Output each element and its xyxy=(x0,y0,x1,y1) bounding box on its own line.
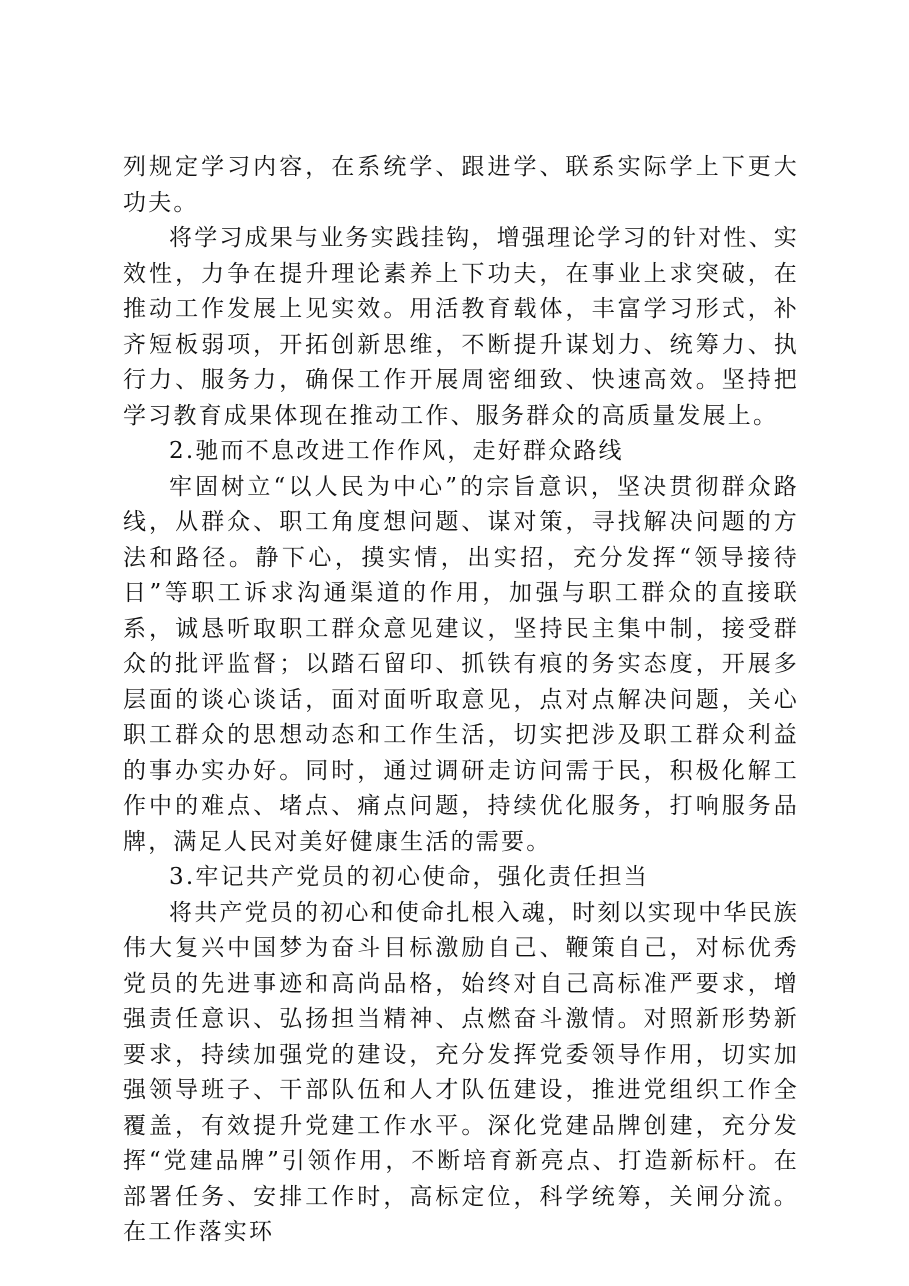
paragraph-learning-results: 将学习成果与业务实践挂钩，增强理论学习的针对性、实效性，力争在提升理论素养上下功夫，在事业上求突破，在推动工作发展上见实效。用活教育载体，丰富学习形式，补齐短板弱项，开拓创新思维，不断提升谋划力、统筹力、执行力、服务力，确保工作开展周密细致、快速高效。坚持把学习教育成果体现在推动工作、服务群众的高质量发展上。 xyxy=(123,225,799,429)
document-body xyxy=(123,150,799,1251)
paragraph-mass-line: 牢固树立“以人民为中心”的宗旨意识，坚决贯彻群众路线，从群众、职工角度想问题、谋对策，寻找解决问题的方法和路径。静下心，摸实情，出实招，充分发挥“领导接待日”等职工诉求沟通渠道的作用，加强与职工群众的直接联系，诚恳听取职工群众意见建议，坚持民主集中制，接受群众的批评监督；以踏石留印、抓铁有痕的务实态度，开展多层面的谈心谈话，面对面听取意见，点对点解决问题，关心职工群众的思想动态和工作生活，切实把涉及职工群众利益的事办实办好。同时，通过调研走访问需于民，积极化解工作中的难点、堵点、痛点问题，持续优化服务，打响服务品牌，满足人民对美好健康生活的需要。 xyxy=(123,473,799,855)
section-heading-3: 3.牢记共产党员的初心使命，强化责任担当 xyxy=(169,864,649,890)
section-heading-2: 2.驰而不息改进工作作风，走好群众路线 xyxy=(169,438,624,464)
paragraph-mission: 将共产党员的初心和使命扎根入魂，时刻以实现中华民族伟大复兴中国梦为奋斗目标激励自己、鞭策自己，对标优秀党员的先进事迹和高尚品格，始终对自己高标准严要求，增强责任意识、弘扬担当精神、点燃奋斗激情。对照新形势新要求，持续加强党的建设，充分发挥党委领导作用，切实加强领导班子、干部队伍和人才队伍建设，推进党组织工作全覆盖，有效提升党建工作水平。深化党建品牌创建，充分发挥“党建品牌”引领作用，不断培育新亮点、打造新标杆。在部署任务、安排工作时，高标定位，科学统筹，关闸分流。在工作落实环 xyxy=(123,899,799,1245)
paragraph-continuation: 列规定学习内容，在系统学、跟进学、联系实际学上下更大功夫。 xyxy=(123,154,799,216)
